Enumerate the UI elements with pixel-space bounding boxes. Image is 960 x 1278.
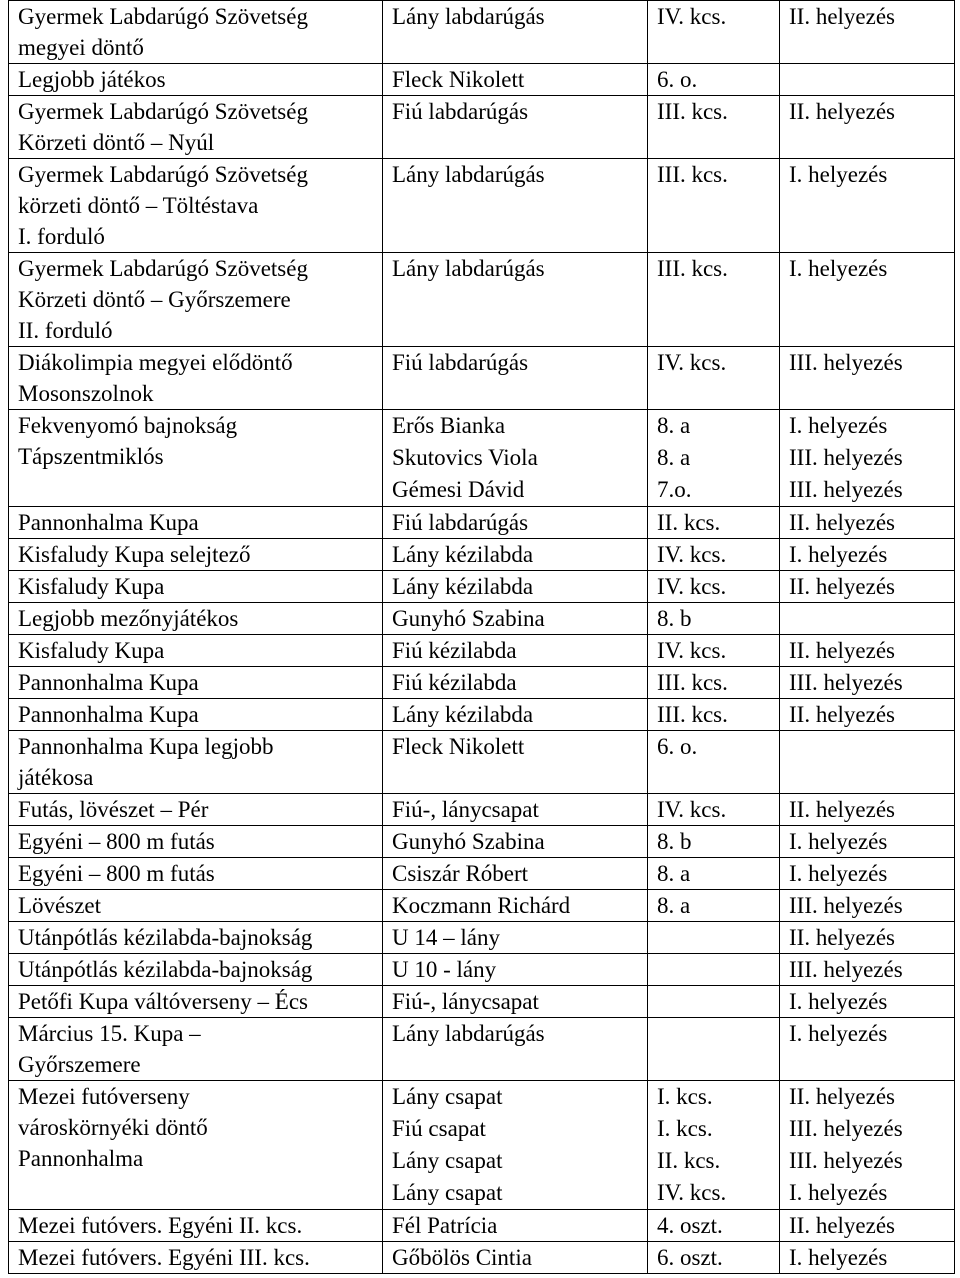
team-cell [383,731,648,794]
table-row [9,858,955,890]
team-cell [383,603,648,635]
team-line: Lány csapat [392,1180,503,1205]
event-line: I. forduló [18,224,105,249]
grade-cell [648,858,780,890]
event-line: Mezei futóvers. Egyéni II. kcs. [18,1213,303,1238]
team-cell [383,571,648,603]
team-cell [383,539,648,571]
grade-cell [648,954,780,986]
event-cell [9,1,383,64]
place-line: I. helyezés [789,829,888,854]
team-line: Lány labdarúgás [392,162,545,187]
event-line: Pannonhalma Kupa legjobb [18,734,274,759]
place-line: II. helyezés [789,99,895,124]
event-line: Lövészet [18,893,102,918]
team-line: U 10 - lány [392,957,497,982]
event-cell [9,507,383,539]
place-cell [780,507,955,539]
team-cell [383,635,648,667]
place-cell [780,667,955,699]
team-cell [383,667,648,699]
grade-cell [648,603,780,635]
grade-line: 8. b [657,606,692,631]
grade-line: IV. kcs. [657,350,727,375]
grade-line: IV. kcs. [657,574,727,599]
grade-line: 7.o. [657,477,692,502]
team-line: Fiú labdarúgás [392,510,529,535]
results-table [8,0,955,1274]
place-cell [780,1242,955,1274]
grade-line: 6. oszt. [657,1245,723,1270]
grade-line: 8. a [657,445,691,470]
table-row [9,253,955,347]
team-line: Skutovics Viola [392,445,538,470]
team-line: U 14 – lány [392,925,500,950]
place-cell [780,954,955,986]
event-line: Egyéni – 800 m futás [18,829,215,854]
team-line: Lány kézilabda [392,702,534,727]
place-line: II. helyezés [789,797,895,822]
team-line: Lány labdarúgás [392,1021,545,1046]
team-line: Gunyhó Szabina [392,606,545,631]
grade-cell [648,1018,780,1081]
grade-cell [648,1,780,64]
grade-cell [648,731,780,794]
table-row [9,1018,955,1081]
place-line: II. helyezés [789,4,895,29]
team-cell [383,1210,648,1242]
grade-cell [648,96,780,159]
place-cell [780,1018,955,1081]
place-line: III. helyezés [789,445,903,470]
grade-line: I. kcs. [657,1084,713,1109]
event-cell [9,96,383,159]
grade-line: IV. kcs. [657,4,727,29]
event-line: Futás, lövészet – Pér [18,797,209,822]
event-line: Március 15. Kupa – [18,1021,201,1046]
event-cell [9,539,383,571]
team-cell [383,410,648,507]
grade-cell [648,699,780,731]
grade-line: IV. kcs. [657,638,727,663]
event-cell [9,571,383,603]
place-cell [780,826,955,858]
grade-line: III. kcs. [657,256,728,281]
table-row [9,794,955,826]
grade-line: IV. kcs. [657,1180,727,1205]
place-cell [780,635,955,667]
team-line: Fiú kézilabda [392,638,517,663]
table-row [9,731,955,794]
event-cell [9,794,383,826]
place-cell [780,347,955,410]
place-cell [780,1081,955,1210]
team-cell [383,858,648,890]
table-row [9,159,955,253]
team-cell [383,159,648,253]
table-row [9,1210,955,1242]
grade-line: III. kcs. [657,702,728,727]
team-line: Koczmann Richárd [392,893,571,918]
place-line: III. helyezés [789,1148,903,1173]
grade-cell [648,253,780,347]
place-cell [780,890,955,922]
grade-line: II. kcs. [657,1148,721,1173]
team-line: Lány csapat [392,1148,503,1173]
event-cell [9,64,383,96]
place-cell [780,571,955,603]
place-line: II. helyezés [789,574,895,599]
place-line: I. helyezés [789,861,888,886]
results-table-body [9,1,955,1274]
team-line: Fiú labdarúgás [392,99,529,124]
grade-line: 8. a [657,893,691,918]
grade-cell [648,826,780,858]
results-document [8,0,955,1274]
place-line: III. helyezés [789,957,903,982]
grade-cell [648,1210,780,1242]
place-line: I. helyezés [789,989,888,1014]
place-line: I. helyezés [789,413,888,438]
place-line: I. helyezés [789,542,888,567]
event-line: Győrszemere [18,1052,141,1077]
team-line: Fleck Nikolett [392,734,525,759]
grade-cell [648,159,780,253]
grade-line: I. kcs. [657,1116,713,1141]
event-cell [9,699,383,731]
event-cell [9,667,383,699]
grade-line: II. kcs. [657,510,721,535]
table-row [9,410,955,507]
place-cell [780,1,955,64]
event-cell [9,826,383,858]
grade-line: 8. b [657,829,692,854]
place-cell [780,603,955,635]
team-cell [383,826,648,858]
place-cell [780,858,955,890]
place-cell [780,699,955,731]
event-cell [9,1242,383,1274]
place-cell [780,96,955,159]
place-line: II. helyezés [789,702,895,727]
grade-cell [648,890,780,922]
event-line: városkörnyéki döntő [18,1115,208,1140]
team-cell [383,1,648,64]
team-line: Lány kézilabda [392,542,534,567]
place-cell [780,64,955,96]
team-cell [383,253,648,347]
event-line: Kisfaludy Kupa [18,574,165,599]
place-line: III. helyezés [789,893,903,918]
grade-cell [648,986,780,1018]
place-line: I. helyezés [789,256,888,281]
grade-cell [648,571,780,603]
table-row [9,571,955,603]
grade-line: 6. o. [657,67,698,92]
team-cell [383,890,648,922]
team-line: Gémesi Dávid [392,477,525,502]
event-line: Utánpótlás kézilabda-bajnokság [18,925,313,950]
team-cell [383,507,648,539]
event-cell [9,159,383,253]
grade-cell [648,794,780,826]
event-cell [9,635,383,667]
event-line: Tápszentmiklós [18,444,164,469]
grade-line: III. kcs. [657,99,728,124]
grade-line: 8. a [657,861,691,886]
grade-cell [648,635,780,667]
grade-cell [648,539,780,571]
team-line: Fiú csapat [392,1116,486,1141]
place-line: I. helyezés [789,1021,888,1046]
grade-cell [648,1081,780,1210]
event-line: Egyéni – 800 m futás [18,861,215,886]
event-line: Kisfaludy Kupa selejtező [18,542,251,567]
team-cell [383,794,648,826]
table-row [9,986,955,1018]
event-cell [9,1210,383,1242]
event-line: Körzeti döntő – Nyúl [18,130,215,155]
grade-cell [648,507,780,539]
grade-line: III. kcs. [657,670,728,695]
team-line: Lány labdarúgás [392,4,545,29]
event-cell [9,954,383,986]
place-cell [780,731,955,794]
event-line: Gyermek Labdarúgó Szövetség [18,99,308,124]
place-line: III. helyezés [789,670,903,695]
event-line: II. forduló [18,318,113,343]
event-cell [9,1081,383,1210]
event-cell [9,922,383,954]
event-line: játékosa [18,765,94,790]
place-line: I. helyezés [789,162,888,187]
table-row [9,539,955,571]
grade-cell [648,410,780,507]
team-line: Fiú labdarúgás [392,350,529,375]
table-row [9,667,955,699]
event-line: Diákolimpia megyei elődöntő [18,350,293,375]
event-cell [9,1018,383,1081]
event-line: Mezei futóvers. Egyéni III. kcs. [18,1245,310,1270]
table-row [9,347,955,410]
team-cell [383,96,648,159]
event-cell [9,858,383,890]
table-row [9,922,955,954]
table-row [9,699,955,731]
event-cell [9,603,383,635]
team-cell [383,954,648,986]
team-cell [383,1018,648,1081]
grade-cell [648,347,780,410]
table-row [9,1,955,64]
grade-line: III. kcs. [657,162,728,187]
table-row [9,1081,955,1210]
table-row [9,96,955,159]
place-cell [780,539,955,571]
table-row [9,507,955,539]
table-row [9,954,955,986]
table-row [9,603,955,635]
table-row [9,826,955,858]
grade-cell [648,667,780,699]
team-cell [383,64,648,96]
place-cell [780,986,955,1018]
grade-line: IV. kcs. [657,542,727,567]
event-cell [9,410,383,507]
grade-line: IV. kcs. [657,797,727,822]
team-line: Gunyhó Szabina [392,829,545,854]
team-cell [383,1242,648,1274]
place-line: II. helyezés [789,1213,895,1238]
team-cell [383,986,648,1018]
grade-cell [648,64,780,96]
table-row [9,64,955,96]
event-line: Legjobb mezőnyjátékos [18,606,239,631]
event-line: Mezei futóverseny [18,1084,190,1109]
place-cell [780,410,955,507]
team-line: Fél Patrícia [392,1213,498,1238]
table-row [9,635,955,667]
place-line: II. helyezés [789,638,895,663]
place-line: II. helyezés [789,510,895,535]
table-row [9,1242,955,1274]
event-line: Gyermek Labdarúgó Szövetség [18,4,308,29]
team-cell [383,922,648,954]
place-line: III. helyezés [789,350,903,375]
event-line: Legjobb játékos [18,67,166,92]
event-line: Fekvenyomó bajnokság [18,413,238,438]
event-cell [9,890,383,922]
event-cell [9,986,383,1018]
grade-cell [648,922,780,954]
event-line: Pannonhalma Kupa [18,702,199,727]
place-line: II. helyezés [789,925,895,950]
event-line: megyei döntő [18,35,144,60]
team-cell [383,347,648,410]
event-line: Gyermek Labdarúgó Szövetség [18,162,308,187]
table-row [9,890,955,922]
team-cell [383,699,648,731]
team-cell [383,1081,648,1210]
event-cell [9,347,383,410]
team-line: Fleck Nikolett [392,67,525,92]
event-line: Pannonhalma [18,1146,144,1171]
place-line: I. helyezés [789,1180,888,1205]
event-line: Utánpótlás kézilabda-bajnokság [18,957,313,982]
grade-cell [648,1242,780,1274]
grade-line: 4. oszt. [657,1213,723,1238]
team-line: Fiú-, lánycsapat [392,989,539,1014]
event-line: Mosonszolnok [18,381,154,406]
place-line: I. helyezés [789,1245,888,1270]
place-cell [780,1210,955,1242]
team-line: Lány labdarúgás [392,256,545,281]
event-line: Kisfaludy Kupa [18,638,165,663]
place-line: III. helyezés [789,477,903,502]
event-line: Gyermek Labdarúgó Szövetség [18,256,308,281]
team-line: Lány csapat [392,1084,503,1109]
team-line: Csiszár Róbert [392,861,529,886]
place-line: II. helyezés [789,1084,895,1109]
team-line: Fiú-, lánycsapat [392,797,539,822]
grade-line: 6. o. [657,734,698,759]
place-cell [780,794,955,826]
event-line: Körzeti döntő – Győrszemere [18,287,291,312]
event-cell [9,731,383,794]
place-line: III. helyezés [789,1116,903,1141]
event-cell [9,253,383,347]
place-cell [780,922,955,954]
grade-line: 8. a [657,413,691,438]
team-line: Erős Bianka [392,413,506,438]
team-line: Lány kézilabda [392,574,534,599]
team-line: Fiú kézilabda [392,670,517,695]
event-line: körzeti döntő – Töltéstava [18,193,259,218]
place-cell [780,159,955,253]
place-cell [780,253,955,347]
event-line: Petőfi Kupa váltóverseny – Écs [18,989,308,1014]
team-line: Gőbölös Cintia [392,1245,532,1270]
event-line: Pannonhalma Kupa [18,670,199,695]
event-line: Pannonhalma Kupa [18,510,199,535]
